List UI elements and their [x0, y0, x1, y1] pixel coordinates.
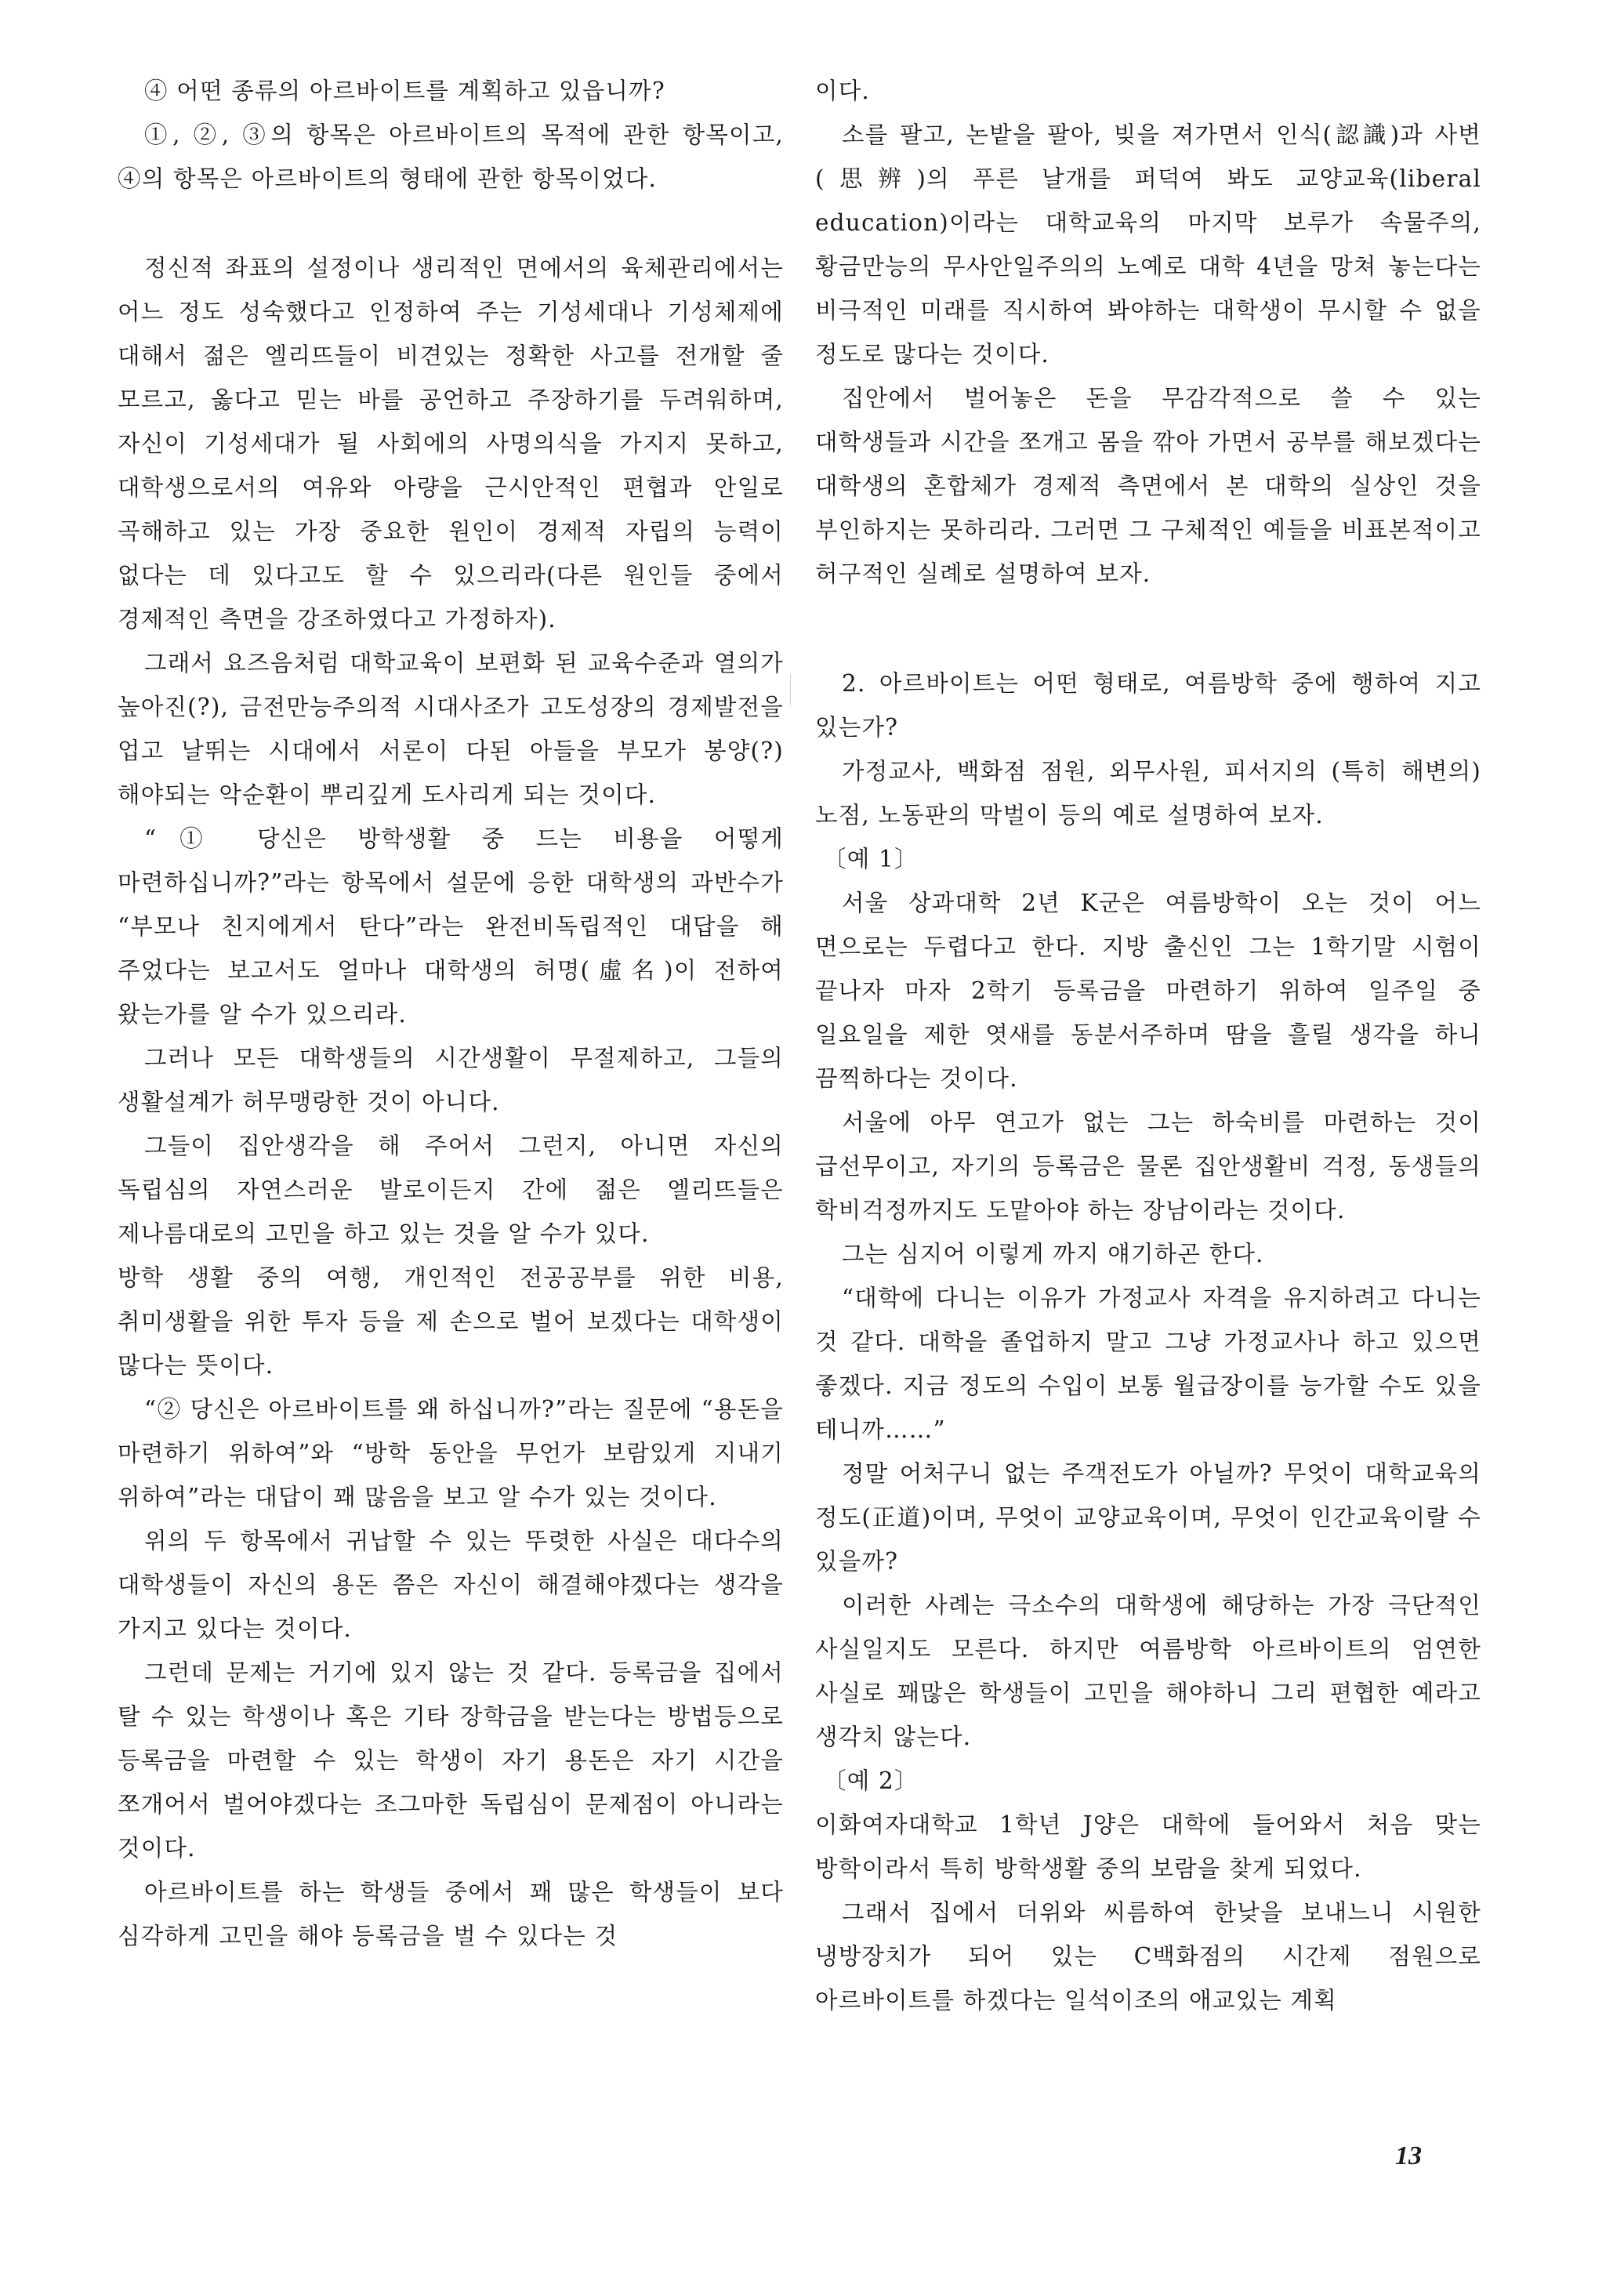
right-paragraph: 서울 상과대학 2년 K군은 여름방학이 오는 것이 어느 면으로는 두렵다고 한다. 지방 출신인 그는 1학기말 시험이 끝나자 마자 2학기 등록금을 마련하기 위하여 일주일 중 일요일을 제한 엿새를 동분서주하며 땀을 흘릴 생각을 하니 끔찍하다는 것이다. [815, 890, 1481, 1092]
left-paragraph: 방학 생활 중의 여행, 개인적인 전공공부를 위한 비용, 취미생활을 위한 투자 등을 제 손으로 벌어 보겠다는 대학생이 많다는 뜻이다. [118, 1264, 784, 1379]
quote-paragraph: “대학에 다니는 이유가 가정교사 자격을 유지하려고 다니는 것 같다. 대학을 졸업하지 말고 그냥 가정교사나 하고 있으면 좋겠다. 지금 정도의 수입이 보통 월급장이를 능가할 수도 있을 테니까……” [815, 1285, 1481, 1443]
left-paragraph: 정신적 좌표의 설정이나 생리적인 면에서의 육체관리에서는 어느 정도 성숙했다고 인정하여 주는 기성세대나 기성체제에 대해서 젊은 엘리뜨들이 비견있는 정확한 사고를 전개할 줄 모르고, 옳다고 믿는 바를 공언하고 주장하기를 두려워하며, 자신이 기성세대가 될 사회에의 사명의식을 가지지 못하고, 대학생으로서의 여유와 아량을 근시안적인 편협과 안일로 곡해하고 있는 가장 중요한 원인이 경제적 자립의 능력이 없다는 데 있다고도 할 수 있으리라(다른 원인들 중에서 경제적인 측면을 강조하였다고 가정하자). [118, 255, 784, 633]
right-paragraph: 그는 심지어 이렇게 까지 얘기하곤 한다. [842, 1241, 1264, 1267]
left-column [118, 69, 784, 1958]
right-paragraph: 이화여자대학교 1학년 J양은 대학에 들어와서 처음 맞는 방학이라서 특히 방학생활 중의 보람을 찾게 되었다. [815, 1811, 1481, 1882]
left-paragraph: ①, ②, ③의 항목은 아르바이트의 목적에 관한 항목이고, ④의 항목은 아르바이트의 형태에 관한 항목이었다. [118, 121, 784, 192]
left-paragraph: 그러나 모든 대학생들의 시간생활이 무절제하고, 그들의 생활설계가 허무맹랑한 것이 아니다. [118, 1045, 784, 1115]
left-paragraph: “② 당신은 아르바이트를 왜 하십니까?”라는 질문에 “용돈을 마련하기 위하여”와 “방학 동안을 무언가 보람있게 지내기 위하여”라는 대답이 꽤 많음을 보고 알 수가 있는 것이다. [118, 1396, 784, 1510]
left-paragraph: 아르바이트를 하는 학생들 중에서 꽤 많은 학생들이 보다 심각하게 고민을 해야 등록금을 벌 수 있다는 것 [118, 1879, 784, 1949]
page-number: 13 [1395, 2141, 1422, 2170]
left-paragraph: 그런데 문제는 거기에 있지 않는 것 같다. 등록금을 집에서 탈 수 있는 학생이나 혹은 기타 장학금을 받는다는 방법등으로 등록금을 마련할 수 있는 학생이 자기 용돈은 자기 시간을 쪼개어서 벌어야겠다는 조그마한 독립심이 문제점이 아니라는 것이다. [118, 1659, 784, 1862]
section-heading: 2. 아르바이트는 어떤 형태로, 여름방학 중에 행하여 지고 있는가? [815, 670, 1481, 741]
right-paragraph: 그래서 집에서 더위와 씨름하여 한낮을 보내느니 시원한 냉방장치가 되어 있는 C백화점의 시간제 점원으로 아르바이트를 하겠다는 일석이조의 애교있는 계획 [815, 1899, 1481, 2014]
right-paragraph: 정말 어처구니 없는 주객전도가 아닐까? 무엇이 대학교육의 정도(正道)이며, 무엇이 교양교육이며, 무엇이 인간교육이랄 수 있을까? [815, 1460, 1481, 1575]
right-paragraph: 이러한 사례는 극소수의 대학생에 해당하는 가장 극단적인 사실일지도 모른다. 하지만 여름방학 아르바이트의 엄연한 사실로 꽤많은 학생들이 고민을 해야하니 그리 편협한 예라고 생각치 않는다. [815, 1592, 1481, 1750]
right-paragraph: 소를 팔고, 논밭을 팔아, 빚을 져가면서 인식(認識)과 사변(思辨)의 푸른 날개를 퍼덕여 봐도 교양교육(liberal education)이라는 대학교육의 마지막 보루가 속물주의, 황금만능의 무사안일주의의 노예로 대학 4년을 망쳐 놓는다는 비극적인 미래를 직시하여 봐야하는 대학생이 무시할 수 없을 정도로 많다는 것이다. [815, 121, 1481, 368]
left-paragraph: 위의 두 항목에서 귀납할 수 있는 뚜렷한 사실은 대다수의 대학생들이 자신의 용돈 쯤은 자신이 해결해야겠다는 생각을 가지고 있다는 것이다. [118, 1528, 784, 1642]
right-column [815, 69, 1481, 2022]
paragraph-gap [118, 201, 784, 246]
example-label: 〔예 2〕 [823, 1767, 919, 1794]
right-paragraph: 가정교사, 백화점 점원, 외무사원, 피서지의 (특히 해변의) 노점, 노동판의 막벌이 등의 예로 설명하여 보자. [815, 758, 1481, 828]
right-paragraph: 서울에 아무 연고가 없는 그는 하숙비를 마련하는 것이 급선무이고, 자기의 등록금은 물론 집안생활비 걱정, 동생들의 학비걱정까지도 도맡아야 하는 장남이라는 것이다. [815, 1109, 1481, 1224]
right-paragraph: 이다. [815, 78, 870, 104]
example-label: 〔예 1〕 [823, 846, 919, 872]
left-paragraph: 그들이 집안생각을 해 주어서 그런지, 아니면 자신의 독립심의 자연스러운 발로이든지 간에 젊은 엘리뜨들은 제나름대로의 고민을 하고 있는 것을 알 수가 있다. [118, 1133, 784, 1247]
paragraph-gap [815, 596, 1481, 662]
left-paragraph: ④ 어떤 종류의 아르바이트를 계획하고 있읍니까? [144, 78, 665, 104]
column-divider [790, 674, 791, 705]
right-paragraph: 집안에서 벌어놓은 돈을 무감각적으로 쓸 수 있는 대학생들과 시간을 쪼개고 몸을 깎아 가면서 공부를 해보겠다는 대학생의 혼합체가 경제적 측면에서 본 대학의 실상인 것을 부인하지는 못하리라. 그러면 그 구체적인 예들을 비표본적이고 허구적인 실례로 설명하여 보자. [815, 385, 1481, 587]
left-paragraph: 그래서 요즈음처럼 대학교육이 보편화 된 교육수준과 열의가 높아진(?), 금전만능주의적 시대사조가 고도성장의 경제발전을 업고 날뛰는 시대에서 서론이 다된 아들을 부모가 봉양(?)해야되는 악순환이 뿌리깊게 도사리게 되는 것이다. [118, 650, 784, 808]
left-paragraph: “① 당신은 방학생활 중 드는 비용을 어떻게 마련하십니까?”라는 항목에서 설문에 응한 대학생의 과반수가 “부모나 친지에게서 탄다”라는 완전비독립적인 대답을 해 주었다는 보고서도 얼마나 대학생의 허명(虛名)이 전하여 왔는가를 알 수가 있으리라. [118, 825, 784, 1028]
